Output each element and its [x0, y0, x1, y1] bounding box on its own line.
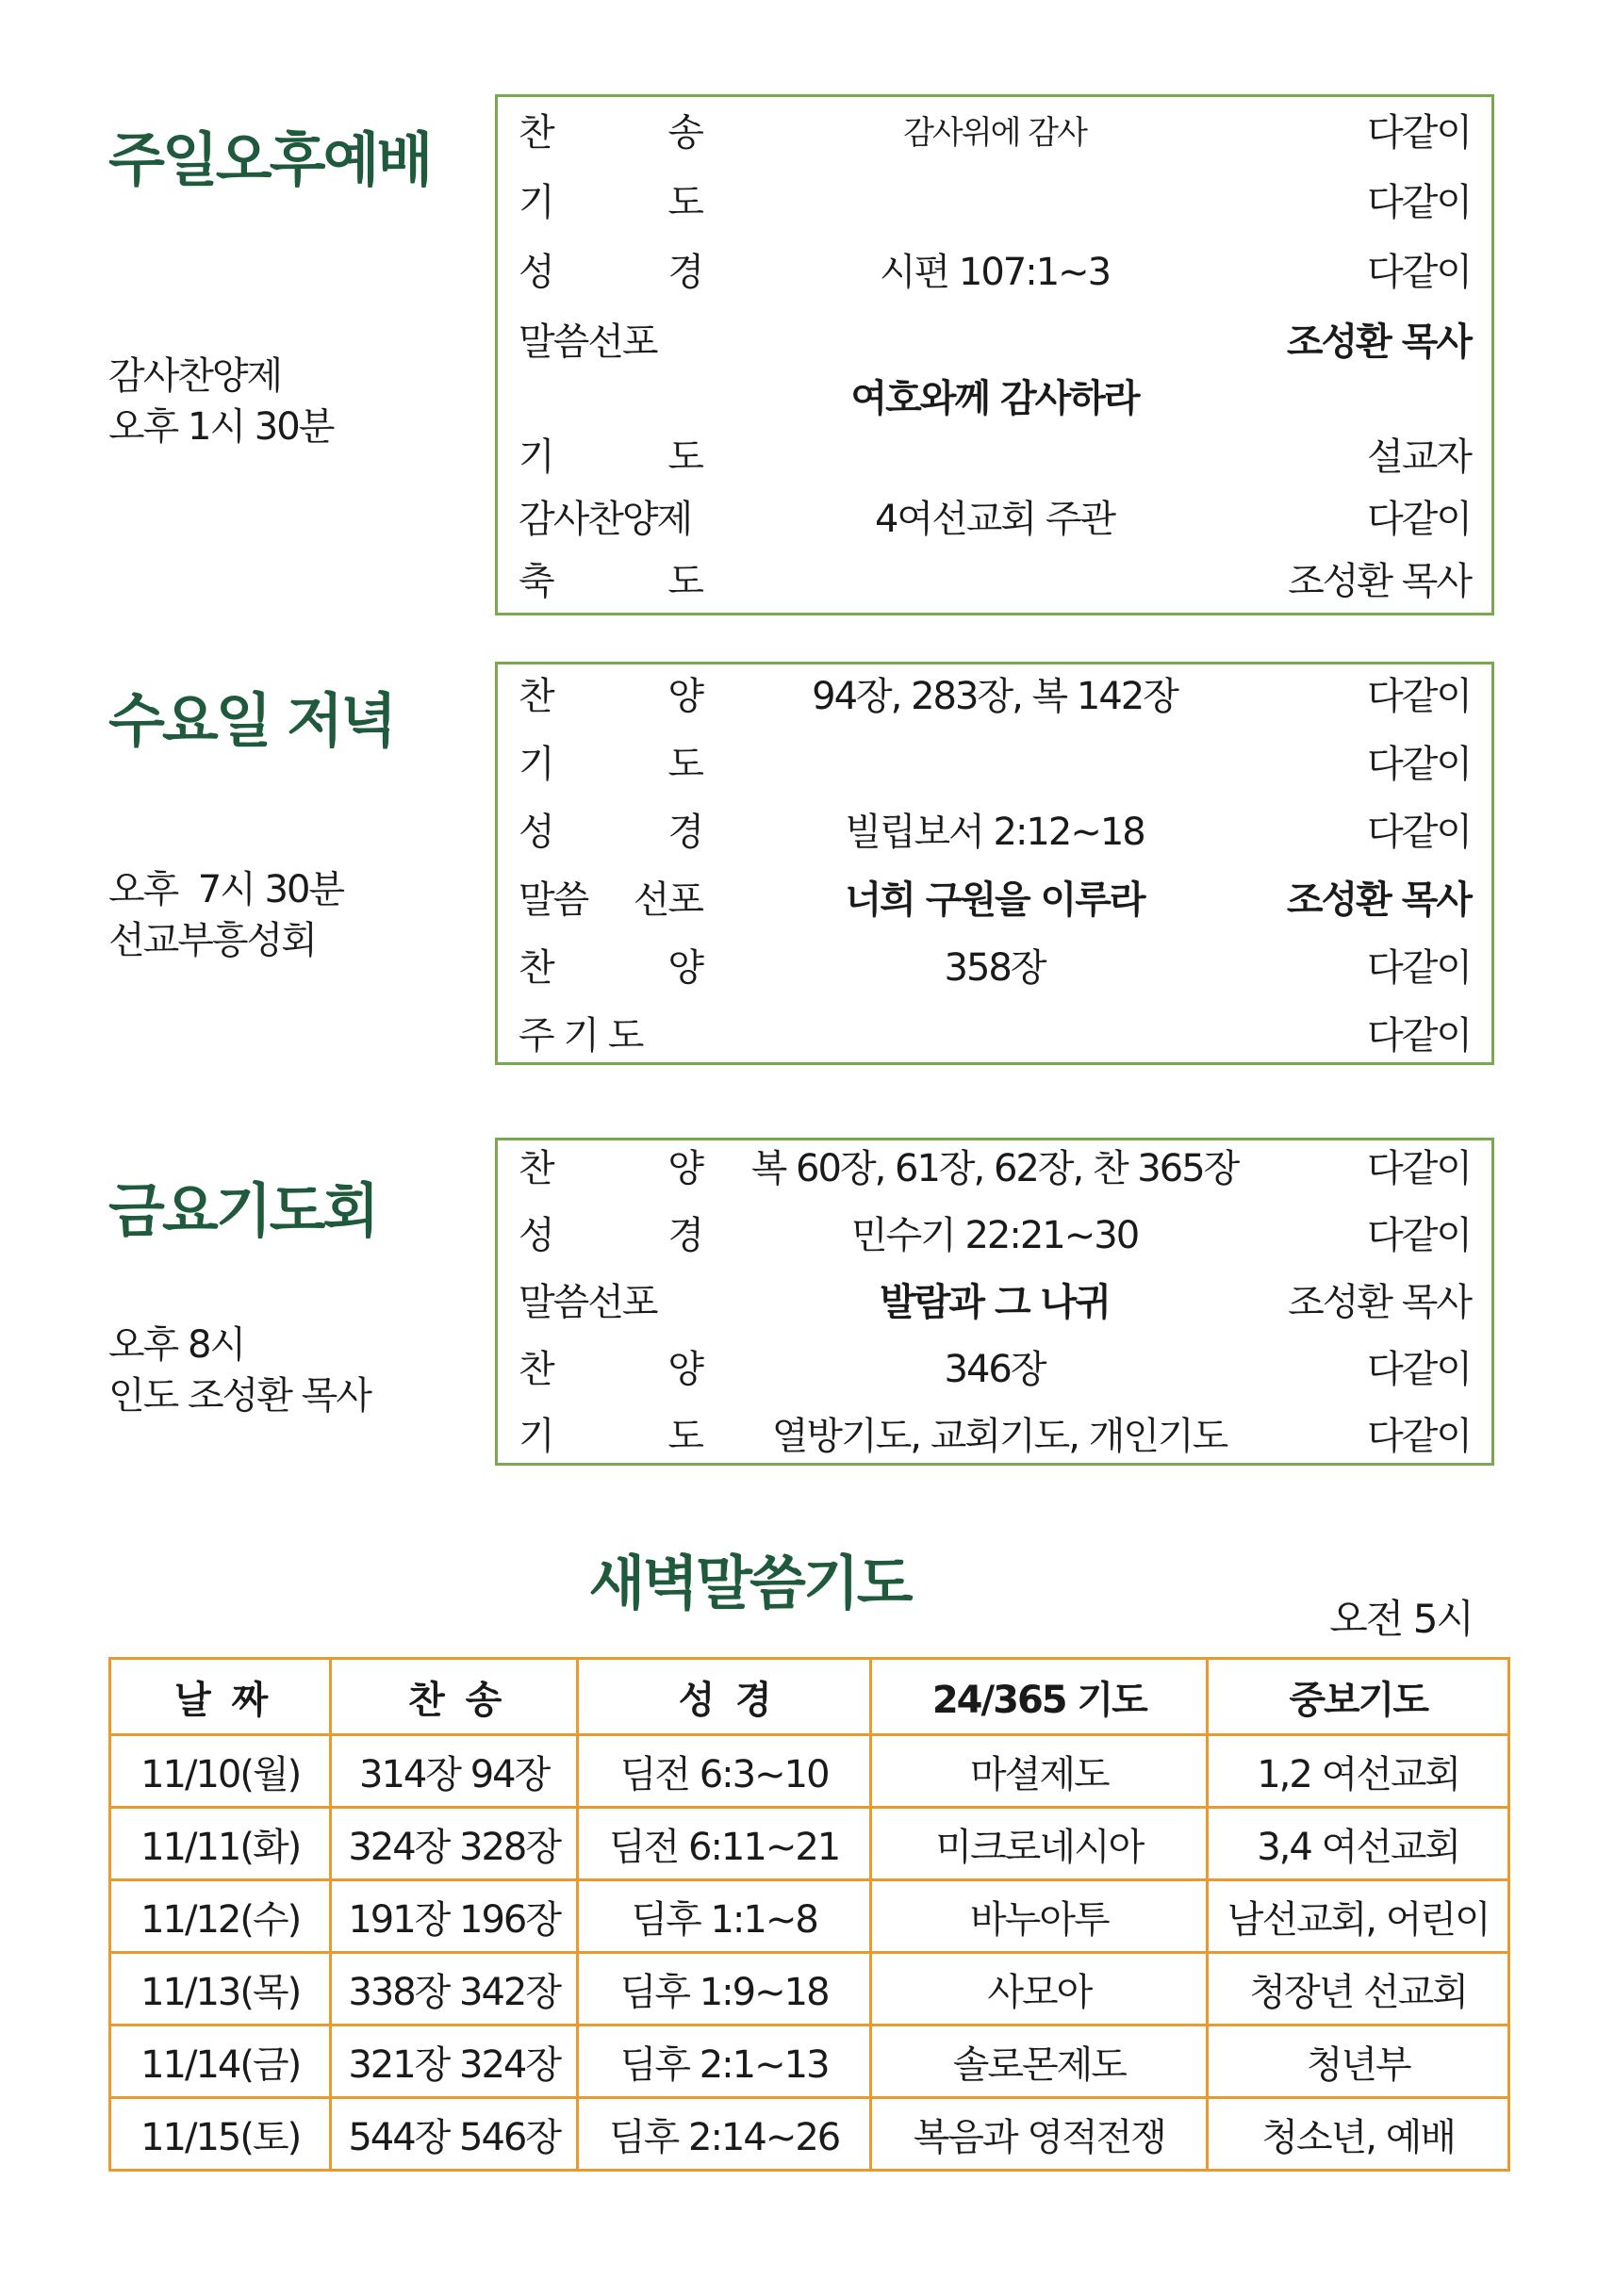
order-label: 축 도	[519, 560, 702, 603]
cell-hymn: 191장 196장	[331, 1880, 578, 1953]
order-detail: 시편 107:1~3	[879, 251, 1111, 294]
sunday-row-benediction	[498, 553, 1491, 610]
cell-prayer-topic: 사모아	[871, 1953, 1208, 2025]
order-label: 찬 양	[519, 946, 702, 990]
cell-scripture: 딤후 1:9~18	[577, 1953, 870, 2025]
order-leader: 다같이	[1367, 498, 1471, 541]
dawn-title: 새벽말씀기도	[588, 1549, 911, 1617]
order-label: 말씀 선포	[519, 878, 702, 922]
order-leader: 설교자	[1367, 435, 1471, 479]
order-leader: 조성환 목사	[1288, 1281, 1471, 1324]
order-leader: 다같이	[1367, 181, 1471, 224]
table-row	[110, 2025, 1509, 2098]
sunday-row-prayer2	[498, 429, 1491, 485]
order-label: 기 도	[519, 181, 702, 224]
sunday-sub-time: 오후 1시 30분	[108, 405, 334, 449]
wednesday-row-lords-prayer	[498, 1008, 1491, 1064]
cell-intercession: 남선교회, 어린이	[1208, 1880, 1509, 1953]
order-detail: 빌립보서 2:12~18	[845, 811, 1145, 854]
order-leader: 다같이	[1367, 1147, 1471, 1190]
dawn-time: 오전 5시	[1329, 1596, 1473, 1642]
friday-sub-leader: 인도 조성환 목사	[108, 1374, 371, 1418]
order-detail: 4여선교회 주관	[874, 498, 1114, 541]
cell-intercession: 청장년 선교회	[1208, 1953, 1509, 2025]
dawn-schedule-table	[108, 1657, 1510, 2172]
cell-scripture: 딤후 2:1~13	[577, 2025, 870, 2098]
sunday-title: 주일오후예배	[108, 125, 431, 194]
wednesday-order-box	[495, 662, 1494, 1065]
friday-row-hymn2	[498, 1341, 1491, 1398]
sunday-row-scripture	[498, 244, 1491, 301]
friday-order-box	[495, 1138, 1494, 1466]
friday-sub-time: 오후 8시	[108, 1323, 245, 1367]
order-detail: 358장	[944, 946, 1046, 990]
order-detail: 민수기 22:21~30	[850, 1214, 1139, 1257]
wednesday-row-hymn	[498, 668, 1491, 725]
cell-prayer-topic: 솔로몬제도	[871, 2025, 1208, 2098]
order-leader: 조성환 목사	[1288, 560, 1471, 603]
cell-prayer-topic: 복음과 영적전쟁	[871, 2098, 1208, 2171]
header-prayer-topic: 24/365 기도	[871, 1659, 1208, 1735]
friday-row-prayer	[498, 1408, 1491, 1465]
cell-hymn: 324장 328장	[331, 1808, 578, 1880]
friday-subtitle	[108, 1320, 371, 1421]
cell-prayer-topic: 미크로네시아	[871, 1808, 1208, 1880]
cell-scripture: 딤전 6:11~21	[577, 1808, 870, 1880]
cell-prayer-topic: 마셜제도	[871, 1735, 1208, 1808]
order-leader: 다같이	[1367, 111, 1471, 155]
order-label: 말씀선포	[519, 1281, 657, 1324]
cell-scripture: 딤후 1:1~8	[577, 1880, 870, 1953]
order-leader: 다같이	[1367, 743, 1471, 786]
order-leader: 다같이	[1367, 1415, 1471, 1458]
table-row	[110, 1880, 1509, 1953]
sunday-order-box	[495, 94, 1494, 615]
header-date: 날 짜	[110, 1659, 331, 1735]
order-label: 감사찬양제	[519, 498, 692, 541]
wednesday-row-prayer	[498, 736, 1491, 793]
order-label: 말씀선포	[519, 320, 657, 364]
wednesday-row-hymn2	[498, 940, 1491, 996]
order-label: 성 경	[519, 811, 702, 854]
cell-hymn: 338장 342장	[331, 1953, 578, 2025]
friday-title: 금요기도회	[108, 1176, 377, 1245]
cell-date: 11/12(수)	[110, 1880, 331, 1953]
order-leader: 다같이	[1367, 1214, 1471, 1257]
sunday-subtitle	[108, 351, 333, 452]
order-detail: 복 60장, 61장, 62장, 찬 365장	[750, 1147, 1239, 1190]
wednesday-row-sermon	[498, 872, 1491, 928]
order-leader: 다같이	[1367, 946, 1471, 990]
order-detail: 감사위에 감사	[903, 114, 1086, 152]
cell-intercession: 청년부	[1208, 2025, 1509, 2098]
cell-intercession: 청소년, 예배	[1208, 2098, 1509, 2171]
table-row	[110, 2098, 1509, 2171]
sunday-row-sermon	[498, 314, 1491, 370]
wednesday-sub-event: 선교부흥성회	[108, 919, 316, 962]
order-leader: 다같이	[1367, 251, 1471, 294]
friday-row-sermon	[498, 1274, 1491, 1331]
order-leader: 조성환 목사	[1286, 878, 1471, 922]
order-label: 찬 양	[519, 1348, 702, 1391]
order-label: 기 도	[519, 743, 702, 786]
wednesday-subtitle	[108, 864, 343, 966]
header-hymn: 찬 송	[331, 1659, 578, 1735]
cell-date: 11/10(월)	[110, 1735, 331, 1808]
sunday-row-praise	[498, 491, 1491, 548]
cell-hymn: 314장 94장	[331, 1735, 578, 1808]
order-detail: 346장	[944, 1348, 1046, 1391]
wednesday-row-scripture	[498, 804, 1491, 861]
order-label: 기 도	[519, 435, 702, 479]
header-intercession: 중보기도	[1208, 1659, 1509, 1735]
cell-scripture: 딤후 2:14~26	[577, 2098, 870, 2171]
order-label: 기 도	[519, 1415, 702, 1458]
cell-date: 11/15(토)	[110, 2098, 331, 2171]
friday-row-scripture	[498, 1207, 1491, 1264]
order-detail: 너희 구원을 이루라	[845, 878, 1145, 922]
order-detail: 열방기도, 교회기도, 개인기도	[771, 1415, 1227, 1458]
wednesday-sub-time: 오후 7시 30분	[108, 868, 344, 911]
cell-hymn: 544장 546장	[331, 2098, 578, 2171]
sunday-sermon-title: 여호와께 감사하라	[850, 377, 1139, 420]
cell-date: 11/11(화)	[110, 1808, 331, 1880]
order-leader: 다같이	[1367, 811, 1471, 854]
sunday-row-prayer	[498, 174, 1491, 231]
cell-date: 11/13(목)	[110, 1953, 331, 2025]
order-label: 성 경	[519, 1214, 702, 1257]
cell-date: 11/14(금)	[110, 2025, 331, 2098]
order-detail: 94장, 283장, 복 142장	[812, 675, 1178, 718]
cell-intercession: 3,4 여선교회	[1208, 1808, 1509, 1880]
order-label: 찬 송	[519, 111, 702, 155]
order-label: 찬 양	[519, 1147, 702, 1190]
order-leader: 조성환 목사	[1286, 320, 1471, 364]
cell-scripture: 딤전 6:3~10	[577, 1735, 870, 1808]
cell-prayer-topic: 바누아투	[871, 1880, 1208, 1953]
table-header-row	[110, 1659, 1509, 1735]
order-label: 성 경	[519, 251, 702, 294]
order-leader: 다같이	[1367, 1014, 1471, 1058]
order-label: 주 기 도	[519, 1014, 643, 1058]
sunday-sub-event: 감사찬양제	[108, 354, 282, 398]
header-scripture: 성 경	[577, 1659, 870, 1735]
order-leader: 다같이	[1367, 1348, 1471, 1391]
cell-hymn: 321장 324장	[331, 2025, 578, 2098]
order-leader: 다같이	[1367, 675, 1471, 718]
sunday-row-hymn	[498, 105, 1491, 161]
order-detail: 발람과 그 나귀	[880, 1281, 1110, 1324]
wednesday-title: 수요일 저녁	[108, 686, 395, 755]
cell-intercession: 1,2 여선교회	[1208, 1735, 1509, 1808]
table-row	[110, 1808, 1509, 1880]
table-row	[110, 1953, 1509, 2025]
table-row	[110, 1735, 1509, 1808]
friday-row-hymn	[498, 1140, 1491, 1197]
order-label: 찬 양	[519, 675, 702, 718]
